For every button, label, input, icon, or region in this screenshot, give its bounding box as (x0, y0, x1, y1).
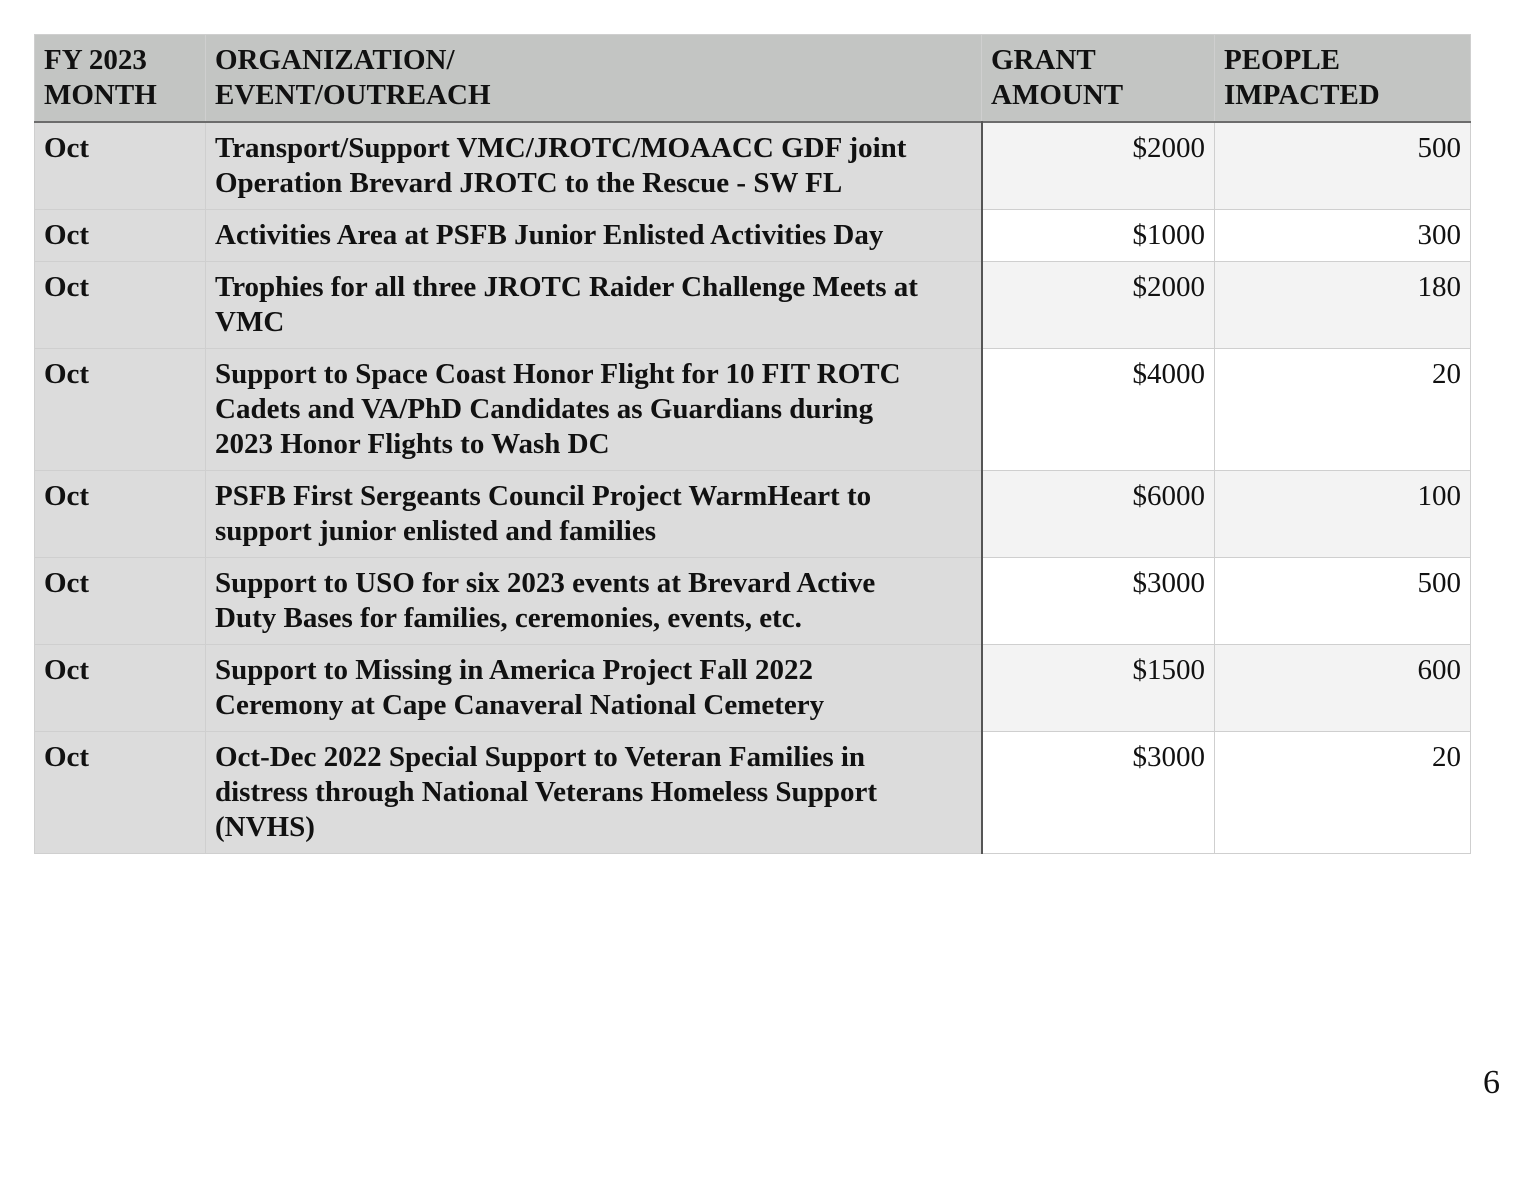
grant-table (34, 34, 1471, 854)
header-month (35, 35, 206, 123)
grant-amount-cell: $3000 (982, 732, 1215, 854)
organization-cell (206, 122, 982, 210)
org-line: VMC (215, 306, 285, 338)
org-line: Transport/Support VMC/JROTC/MOAACC GDF joint (215, 132, 907, 164)
month-cell: Oct (35, 262, 206, 349)
grant-amount-cell: $4000 (982, 349, 1215, 471)
organization-cell (206, 558, 982, 645)
month-cell: Oct (35, 645, 206, 732)
month-cell: Oct (35, 210, 206, 262)
table-row (35, 262, 1471, 349)
grant-amount-cell: $3000 (982, 558, 1215, 645)
organization-cell (206, 262, 982, 349)
table-row (35, 558, 1471, 645)
org-line: distress through National Veterans Homeless Support (215, 776, 877, 808)
people-impacted-cell: 20 (1215, 732, 1471, 854)
people-impacted-cell: 500 (1215, 558, 1471, 645)
table-row (35, 349, 1471, 471)
table-row (35, 645, 1471, 732)
organization-cell (206, 645, 982, 732)
organization-cell (206, 471, 982, 558)
header-people-line: IMPACTED (1224, 79, 1380, 111)
org-line: Support to Space Coast Honor Flight for 10 FIT ROTC (215, 358, 901, 390)
month-cell: Oct (35, 122, 206, 210)
org-line: Activities Area at PSFB Junior Enlisted Activities Day (215, 219, 884, 251)
header-org-line: ORGANIZATION/ (215, 44, 455, 76)
header-people-impacted (1215, 35, 1471, 123)
org-line: Support to Missing in America Project Fall 2022 (215, 654, 813, 686)
org-line: Operation Brevard JROTC to the Rescue - SW FL (215, 167, 843, 199)
people-impacted-cell: 180 (1215, 262, 1471, 349)
org-line: support junior enlisted and families (215, 515, 656, 547)
header-org-line: EVENT/OUTREACH (215, 79, 491, 111)
people-impacted-cell: 100 (1215, 471, 1471, 558)
header-month-line: MONTH (44, 79, 157, 111)
org-line: Trophies for all three JROTC Raider Challenge Meets at (215, 271, 918, 303)
month-cell: Oct (35, 471, 206, 558)
header-organization (206, 35, 982, 123)
org-line: Cadets and VA/PhD Candidates as Guardians during (215, 393, 874, 425)
people-impacted-cell: 500 (1215, 122, 1471, 210)
grant-amount-cell: $6000 (982, 471, 1215, 558)
org-line: Oct-Dec 2022 Special Support to Veteran Families in (215, 741, 866, 773)
org-line: Ceremony at Cape Canaveral National Cemetery (215, 689, 825, 721)
people-impacted-cell: 20 (1215, 349, 1471, 471)
organization-cell (206, 349, 982, 471)
organization-cell (206, 210, 982, 262)
header-people-line: PEOPLE (1224, 44, 1341, 76)
header-month-line: FY 2023 (44, 44, 147, 76)
month-cell: Oct (35, 732, 206, 854)
org-line: Duty Bases for families, ceremonies, events, etc. (215, 602, 802, 634)
grant-amount-cell: $1000 (982, 210, 1215, 262)
table-header-row (35, 35, 1471, 123)
grant-amount-cell: $1500 (982, 645, 1215, 732)
organization-cell (206, 732, 982, 854)
table-row (35, 471, 1471, 558)
org-line: (NVHS) (215, 811, 315, 843)
org-line: 2023 Honor Flights to Wash DC (215, 428, 610, 460)
table-row (35, 732, 1471, 854)
month-cell: Oct (35, 349, 206, 471)
grant-amount-cell: $2000 (982, 122, 1215, 210)
header-grant-amount (982, 35, 1215, 123)
table-row (35, 122, 1471, 210)
grant-amount-cell: $2000 (982, 262, 1215, 349)
page-number: 6 (1483, 1064, 1500, 1101)
table-row (35, 210, 1471, 262)
month-cell: Oct (35, 558, 206, 645)
header-grant-line: AMOUNT (991, 79, 1124, 111)
header-grant-line: GRANT (991, 44, 1096, 76)
people-impacted-cell: 600 (1215, 645, 1471, 732)
org-line: Support to USO for six 2023 events at Brevard Active (215, 567, 876, 599)
people-impacted-cell: 300 (1215, 210, 1471, 262)
org-line: PSFB First Sergeants Council Project WarmHeart to (215, 480, 872, 512)
